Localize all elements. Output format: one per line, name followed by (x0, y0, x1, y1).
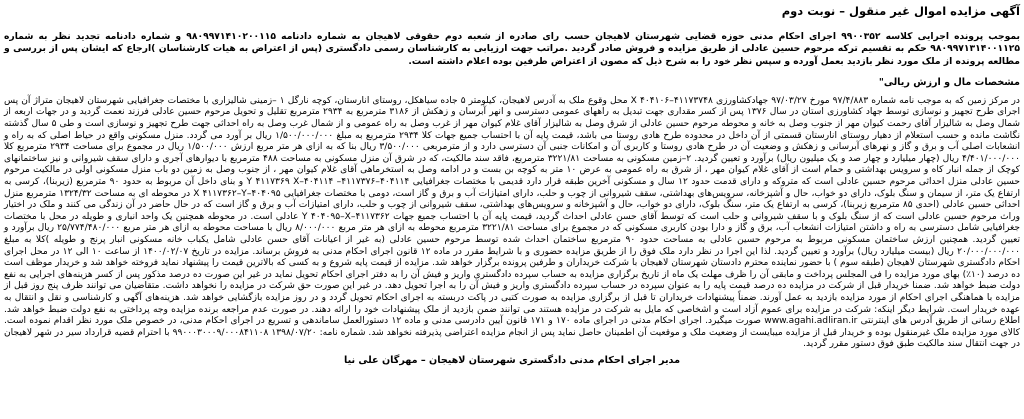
signature-line: مدیر اجرای احکام مدنی دادگستری شهرستان لاهیجان – مهرگان علی نیا (343, 354, 681, 366)
notice-title: آگهی مزایده اموال غیر منقول – نوبت دوم (781, 4, 1020, 18)
property-details-paragraph: در مرکز زمین که به موجب نامه شماره ۹۷/۴/۸۸۳ مورخ ۹۷/۰۳/۲۷ جهادکشاورزی ۴۱۱۷۳۷۴۸–X ۴۰۴۱۰۶ محل وقوع ملک به آدرس لاهیجان، کیلومتر ۵ جاده سیاهکل، روستای انارستان، کوچه نارگل ۱ –زمینی شالیزاری با مختصات جغرافیایی شهرستان لاهیجان متراژ آن پس اجرای طرح تجهیز و نوسازی توسط جهاد کشاورزی استان در سال ۱۳۷۶ پس از کسر مقداری جهت تبدیل به راههای عمومی دسترسی و انهر آبرسان و زهکش از ۳۱۸۶ مترمربع به ۲۹۳۴ مترمربع تقلیل و تحویل مرحوم حسین عادلی فرزند نعمت گردید و در جهات اربعه از شمال وصل به شالیزار آقای رحمت کیوان مهر از جنوب وصل به خانه و محوطه مرحوم حسین عادلی از شرق وصل به شالیزار آقای غلام کیوان مهر از غرب وصل به راه عمومی و از شمال غرب وصل به راه احداثی جهت طرح تجهیز و نوسازی است و طی ۵ سال گذشته نگاشت مانده و حسب استعلام از دهیار روستای انارستان قسمتی از آن داخل در محدوده طرح هادی روستا می باشد، قیمت پایه آن با احتساب جمیع جهات کلا ۲۹۳۴ مترمربع به مبلغ ۱/۵۰۰/۰۰۰/۰۰۰ ریال بر آورد می گردد. منزل مسکونی واقع در حیاط اصلی که به راه و انشعابات اصلی آب و برق و گاز و نهرهای آبرسانی و زهکش و وضعیت آن در طرح هادی روستا و کاربری آن و امکانات جنبی آن دسترسی دارد و از مترمربعی ۳/۵۰۰/۰۰۰ ریال بنا که به ازای هر متر مربع ارزش ۱/۵۰۰/۰۰۰ ریال در مجموع برای مساحت ۲۹۳۴ مترمربع کلا ۴/۴۰۱/۰۰۰/۰۰۰ ریال (چهار میلیارد و چهار صد و یک میلیون ریال) برآورد و تعیین گردید. ۲–زمین مسکونی به مساحت ۳۲۲۱/۸۱ مترمربع، فاقد سند مالکیت، که در شرق آن منزل مسکونی به مساحت ۴۸۸ مترمربع با دیوارهای آجری و دارای سقف شیروانی و نیز ساختمانهای کوچک از جمله انبار کاه و سرویس بهداشتی و حمام است از آقای غلام کیوان مهر ، از شرق به راه عمومی به عرض ۱۰ متر به کوچه بن بست و در ادامه وصل به استخرماهی آقای غلام کیوان مهر ، از جنوب وصل به زمین دو باب منزل مسکونی اولی در مالکیت مرحوم حسین عادلی منزل احداثی مرحوم حسین عادلی است که متروکه و دارای قدمت حدود ۱۲ سال و مسکونی آخرین طبقه قرار دارد قدیمی با مختصات جغرافیایی ۴۰۴۱۱۴–Y ۴۱۱۷۳۶۹ X–۴۰۴۱۱۴ –۴۱۱۷۳۷۶ و بنای داخل آن مربوط به حدود ۹۰ مترمربع (زیربنا)، کرسی به ارتفاع یک متر، از سیمان و سنگ بلوک، دارای دو خواب، حال و آشپزخانه، سرویس‌های بهداشتی، سقف شیروانی از چوب و حلب، دارای امتیازات آب و برق و گاز است، دومی با مختصات جغرافیایی ۴۰۴۰۹۵–X ۴۱۱۷۳۶۲–Y در محوطه ای به مساحت ۱۳۲۴/۳۲ مترمربع منزل احداثی حسین عادلی (احدی ۸۵ مترمربع زیربنا)، کرسی به ارتفاع یک متر، سنگ بلوک، دارای دو خواب، حال و آشپزخانه و سرویس‌های بهداشتی، سقف شیروانی از چوب و حلب، دارای امتیازات آب و برق و گاز است که در حال حاضر در آن زندگی می کنند و ملک در اختیار وراث مرحوم حسین عادلی است که از سنگ بلوک و با سقف شیروانی و حلب است که توسط آقای حسن عادلی احداث گردید، قیمت پایه آن با احتساب جمیع جهات ۴۱۱۷۳۶۲–Y ۴۰۴۰۹۵–X عادلی است. در محوطه همچنین یک واحد انباری و طویله در محل با مختصات جغرافیایی شامل دسترسی به راه و داشتن امتیازات انشعاب آب، برق و گاز و دارا بودن کاربری مسکونی که در مجموع برای مساحت ۳۲۲۱/۸۱ مترمربع محوطه به ازای هر متر مربع ۸/۰۰۰/۰۰۰ ریال با مساحت محوطه به ازای هر متر مربع ۲۵/۷۷۴/۴۸۰/۰۰۰ ریال برآورد و تعیین گردید. همچنین ارزش ساختمان مسکونی مربوط به مرحوم حسین عادلی به مساحت حدود ۹۰ مترمربع ساختمان احداث شده توسط مرحوم حسین عادلی (به غیر از اعیانات آقای حسن عادلی شامل یکباب خانه مسکونی انبار پرنج و طویله )کلا به مبلغ ۲۰/۰۰۰/۰۰۰/۰۰۰ ریال (بیست میلیارد ریال) برآورد و تعیین گردید. لذا این اجرا در نظر دارد ملک فوق را از طریق مزایده حضوری و با شرایط مقرر در ماده ۱۲ قانون اجرای احکام مدنی به فروش برساند. مزایده در تاریخ ۱۴۰۰/۰۲/۰۷ از ساعت ۱۰ الی ۱۲ در محل اجرای احکام دادگستری شهرستان لاهیجان (طبقه سوم ) با حضور نماینده محترم دادستان شهرستان لاهیجان با شرکت خریداران و طرفین پرونده برگزار خواهد شد. مزایده از قیمت پایه شروع و به کسی که بالاترین قیمت را پیشنهاد نماید فروخته خواهد شد و خریدار موظف است ده درصد (۱۰٪) بهای مورد مزایده را فی المجلس پرداخت و مابقی آن را ظرف مهلت یک ماه از تاریخ برگزاری مزایده به حساب سپرده دادگستری واریز و فیش آن را به دفتر اجرای احکام تحویل نماید در غیر این صورت ده درصد مذکور پس از کسر هزینه‌های اجرایی به نفع دولت ضبط خواهد شد. ضمنا خریدار قبل از شرکت در مزایده ده درصد قیمت پایه را به عنوان سپرده در حساب سپرده دادگستری واریز و فیش آن را به اجرا تحویل دهد. در غیر این صورت حق شرکت در مزایده را نخواهد داشت. متقاضیان می توانند ظرف پنج روز قبل از مزایده با هماهنگی اجرای احکام از مورد مزایده بازدید به عمل آورند. ضمناً پیشنهادات خریداران تا قبل از برگزاری مزایده به صورت کتبی در پاکت دربسته به اجرای احکام تحویل گردد و در روز مزایده بازگشایی خواهد شد. هزینه‌های آگهی و کارشناسی و نقل و انتقال به عهده خریدار است. شرایط دیگر اینکه: شرکت در مزایده برای عموم آزاد است و اشخاصی که مایل به شرکت در مزایده هستند می توانند ضمن بازدید از ملک پیشنهادات خود را ارائه دهند. در صورت عدم مراجعه برنده مزایده وجه پرداختی به نفع دولت ضبط خواهد شد. اطلاع رسانی از طریق آدرس های اینترنتی www.agahi.adliran.ir صورت میگیرد. اجرای احکام مدنی در اجرای ماده ۱۷۰ و ۱۷۱ قانون آیین دادرسی مدنی و ماده ۱۲ دستورالعمل ساماندهی و تسریع در اجرای احکام مدنی، در خصوص ملک مورد نظر اقدام نموده است. کالای مورد مزایده ملک غیرمنقول بوده و خریدار قبل از مزایده میبایست از وضعیت ملک و موقعیت آن اطمینان حاصل نماید پس از انجام مزایده اعتراضی پذیرفته نخواهد شد. شماره نامه: ۱۳۹۸/۰۷/۲۰ ۹۹۰۰۰۳۰۰۰۹/۰۰۰۸۴۱۱۰۸ با احترام قضیه قرارداد سیر در شهر لاهیجان در جهت انتقال سند مالکیت طبق فوق دستور مقرر گردید. (4, 95, 1021, 350)
intro-paragraph: بموجب پرونده اجرایی کلاسه ۹۹۰۰۳۵۲ اجرای احکام مدنی حوزه قضایی شهرستان لاهیجان حسب رای صادره از شعبه دوم حقوقی لاهیجان به شماره دادنامه ۹۸۰۹۹۷۱۴۱۰۲۰۰۱۱۵ و شماره دادنامه تجدید نظر به شماره ۹۸۰۹۹۷۱۳۱۴۰۰۱۱۲۵ حکم به تقسیم ترکه مرحوم حسین عادلی از طریق مزایده و فروش صادر گردید .مراتب جهت ارزیابی به کارشناسان رسمی دادگستری (پس از اعتراض به هیات کارشناسان )ارجاع که ایشان پس از بررسی و مطالعه پرونده از ملک مورد نظر بازدید بعمل آورده و سپس نظر خود را به شرح ذیل که مصون از اعتراض طرفین بوده اعلام داشته است. (4, 31, 1020, 67)
property-specs-heading: مشخصات مال و ارزش ریالی" (878, 76, 1020, 88)
